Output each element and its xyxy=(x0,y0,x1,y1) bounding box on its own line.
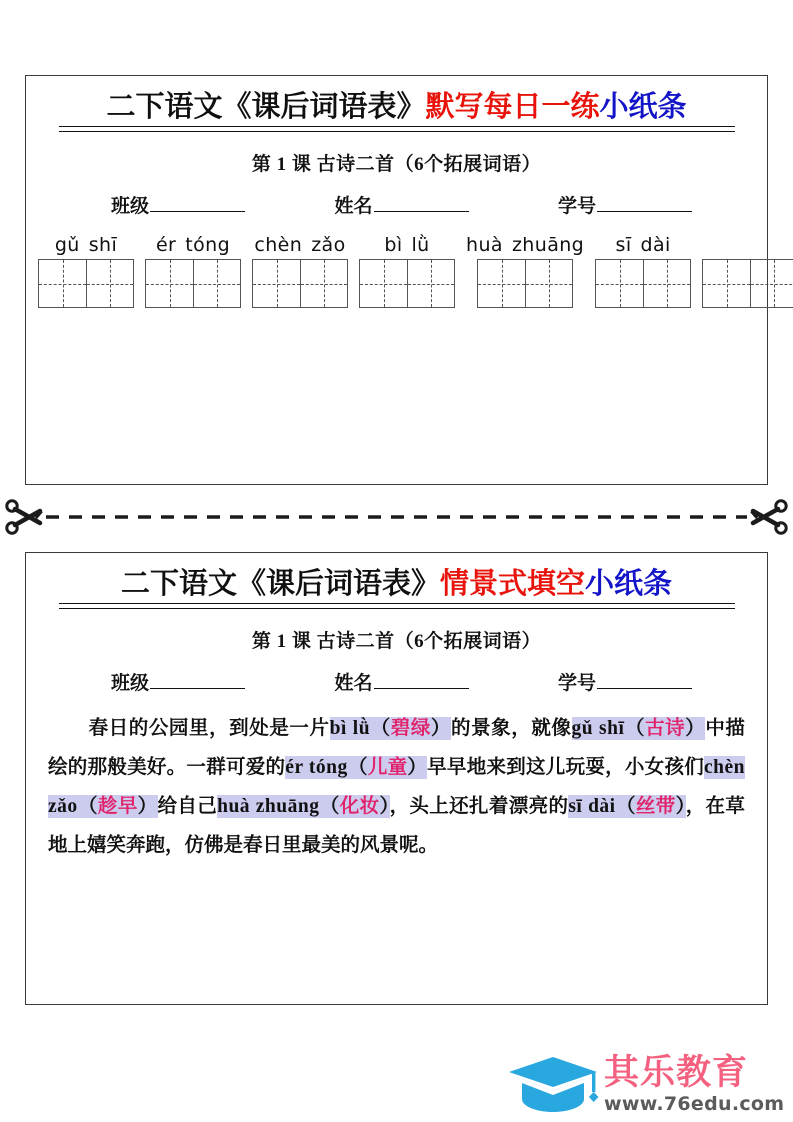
class-label: 班级 xyxy=(111,673,150,695)
dictation-id-row xyxy=(26,191,767,218)
banner-double-rule xyxy=(59,126,735,132)
logo-url: www.76edu.com xyxy=(604,1093,785,1115)
pinyin-label xyxy=(384,232,429,256)
passage-text: 中描绘的那般美好。一群可爱的 xyxy=(48,718,745,779)
tianzige-cell[interactable] xyxy=(86,260,133,307)
answer-paren-open: （ xyxy=(624,718,646,740)
class-blank-line[interactable] xyxy=(150,196,245,212)
tianzige-cell[interactable] xyxy=(643,260,690,307)
graduation-cap-icon xyxy=(508,1054,600,1116)
fill-in-blank-id-row xyxy=(26,668,767,695)
number-label: 学号 xyxy=(557,196,596,218)
class-blank-line[interactable] xyxy=(150,673,245,689)
tianzige-cell[interactable] xyxy=(300,260,347,307)
fill-in-blank-worksheet-card xyxy=(25,552,768,1005)
tianzige-cell[interactable] xyxy=(525,260,572,307)
answer-paren-open: （ xyxy=(77,796,98,818)
banner-black-part: 二下语文《课后词语表》 xyxy=(120,566,440,600)
passage-text: 给自己 xyxy=(157,796,218,818)
tianzige-box[interactable] xyxy=(702,259,793,308)
name-field xyxy=(334,191,468,218)
word-block xyxy=(38,232,134,308)
logo-brand-name: 其乐教育 xyxy=(604,1053,749,1093)
class-field xyxy=(111,668,245,695)
pinyin-syllable: dài xyxy=(640,234,671,257)
passage-text: 春日的公园里，到处是一片 xyxy=(88,718,330,740)
word-block xyxy=(595,232,691,308)
banner-red-part: 情景式填空 xyxy=(439,566,585,600)
pinyin-label xyxy=(254,232,345,256)
answer-paren-close: ） xyxy=(675,796,686,818)
number-blank-line[interactable] xyxy=(597,673,692,689)
banner-red-part: 默写每日一练 xyxy=(425,89,600,123)
name-blank-line[interactable] xyxy=(374,673,469,689)
answer-pinyin: bì lǜ xyxy=(329,718,371,740)
pinyin-grid-area xyxy=(26,232,767,308)
number-field xyxy=(558,191,692,218)
answer-hanzi: 丝带 xyxy=(635,796,676,818)
fill-in-blank-lesson-subtitle: 第 1 课 古诗二首（6个拓展词语） xyxy=(251,631,542,653)
passage-answer-slot[interactable] xyxy=(217,795,389,818)
pinyin-label xyxy=(156,232,230,256)
pinyin-syllable: lǜ xyxy=(411,234,430,257)
answer-pinyin: gǔ shī xyxy=(571,718,625,740)
answer-hanzi: 碧绿 xyxy=(390,718,431,740)
passage-answer-slot[interactable] xyxy=(568,795,685,818)
answer-paren-close: ） xyxy=(685,718,706,740)
tianzige-box[interactable] xyxy=(145,259,241,308)
site-logo xyxy=(508,1053,785,1118)
answer-paren-open: （ xyxy=(615,796,636,818)
pinyin-syllable: tóng xyxy=(185,234,231,257)
dictation-worksheet-card xyxy=(25,75,768,485)
tianzige-cell[interactable] xyxy=(407,260,454,307)
fill-in-blank-banner xyxy=(26,567,767,615)
pinyin-label xyxy=(616,232,671,256)
fill-in-blank-banner-text xyxy=(121,567,672,600)
pinyin-label xyxy=(55,232,117,256)
pinyin-syllable: gǔ xyxy=(54,234,80,257)
word-block xyxy=(702,232,793,308)
answer-pinyin: chèn zǎo xyxy=(48,757,745,818)
tianzige-box[interactable] xyxy=(38,259,134,308)
tianzige-cell[interactable] xyxy=(360,260,407,307)
tianzige-box[interactable] xyxy=(252,259,348,308)
pinyin-syllable: huà xyxy=(466,234,503,257)
pinyin-syllable: ér xyxy=(155,234,177,257)
class-label: 班级 xyxy=(111,196,150,218)
class-field xyxy=(111,191,245,218)
pinyin-label xyxy=(466,232,584,256)
name-label: 姓名 xyxy=(334,673,373,695)
answer-paren-close: ） xyxy=(137,796,158,818)
word-block xyxy=(466,232,584,308)
answer-hanzi: 化妆 xyxy=(339,796,380,818)
number-field xyxy=(558,668,692,695)
tianzige-box[interactable] xyxy=(477,259,573,308)
cut-here-divider xyxy=(0,495,793,540)
scissors-icon xyxy=(7,501,43,533)
dictation-banner xyxy=(26,90,767,138)
passage-text: 早早地来到这儿玩耍，小女孩们 xyxy=(427,757,704,779)
tianzige-cell[interactable] xyxy=(146,260,193,307)
pinyin-syllable: chèn xyxy=(254,234,303,257)
answer-paren-close: ） xyxy=(430,718,451,740)
banner-double-rule xyxy=(59,603,735,609)
answer-pinyin: huà zhuāng xyxy=(217,796,320,818)
answer-pinyin: sī dài xyxy=(568,796,616,818)
name-blank-line[interactable] xyxy=(374,196,469,212)
passage-text: ，头上还扎着漂亮的 xyxy=(389,796,569,818)
answer-hanzi: 儿童 xyxy=(367,757,408,779)
word-block xyxy=(145,232,241,308)
passage-answer-slot[interactable] xyxy=(330,717,451,740)
tianzige-cell[interactable] xyxy=(39,260,86,307)
answer-paren-open: （ xyxy=(347,757,368,779)
tianzige-cell[interactable] xyxy=(750,260,793,307)
scissors-icon xyxy=(750,501,786,533)
tianzige-cell[interactable] xyxy=(253,260,300,307)
passage-answer-slot[interactable] xyxy=(285,756,427,779)
pinyin-syllable: sī xyxy=(615,234,632,257)
answer-hanzi: 古诗 xyxy=(645,718,686,740)
passage-text: 的景象，就像 xyxy=(451,718,572,740)
dictation-lesson-subtitle: 第 1 课 古诗二首（6个拓展词语） xyxy=(251,154,542,176)
logo-text-block xyxy=(604,1054,784,1116)
tianzige-cell[interactable] xyxy=(596,260,643,307)
pinyin-syllable: zǎo xyxy=(311,234,346,257)
tianzige-cell[interactable] xyxy=(478,260,525,307)
fill-in-blank-passage xyxy=(48,709,745,865)
answer-hanzi: 趁早 xyxy=(97,796,138,818)
dictation-banner-text xyxy=(106,90,686,123)
word-block xyxy=(359,232,455,308)
banner-black-part: 二下语文《课后词语表》 xyxy=(106,89,426,123)
tianzige-cell[interactable] xyxy=(193,260,240,307)
word-block xyxy=(252,232,348,308)
tianzige-box[interactable] xyxy=(359,259,455,308)
answer-pinyin: ér tóng xyxy=(285,757,348,779)
name-field xyxy=(334,668,468,695)
passage-answer-slot[interactable] xyxy=(572,717,706,740)
tianzige-box[interactable] xyxy=(595,259,691,308)
number-blank-line[interactable] xyxy=(597,196,692,212)
number-label: 学号 xyxy=(557,673,596,695)
answer-paren-open: （ xyxy=(370,718,391,740)
banner-blue-part: 小纸条 xyxy=(599,89,687,123)
answer-paren-open: （ xyxy=(319,796,340,818)
pinyin-syllable: zhuāng xyxy=(511,234,585,257)
answer-paren-close: ） xyxy=(379,796,390,818)
pinyin-syllable: shī xyxy=(88,234,118,257)
tianzige-cell[interactable] xyxy=(703,260,750,307)
name-label: 姓名 xyxy=(334,196,373,218)
pinyin-syllable: bì xyxy=(384,234,403,257)
passage-text: ，在草地上嬉笑奔跑，仿佛是春日里最美的风景呢。 xyxy=(48,796,745,857)
answer-paren-close: ） xyxy=(407,757,428,779)
banner-blue-part: 小纸条 xyxy=(585,566,673,600)
